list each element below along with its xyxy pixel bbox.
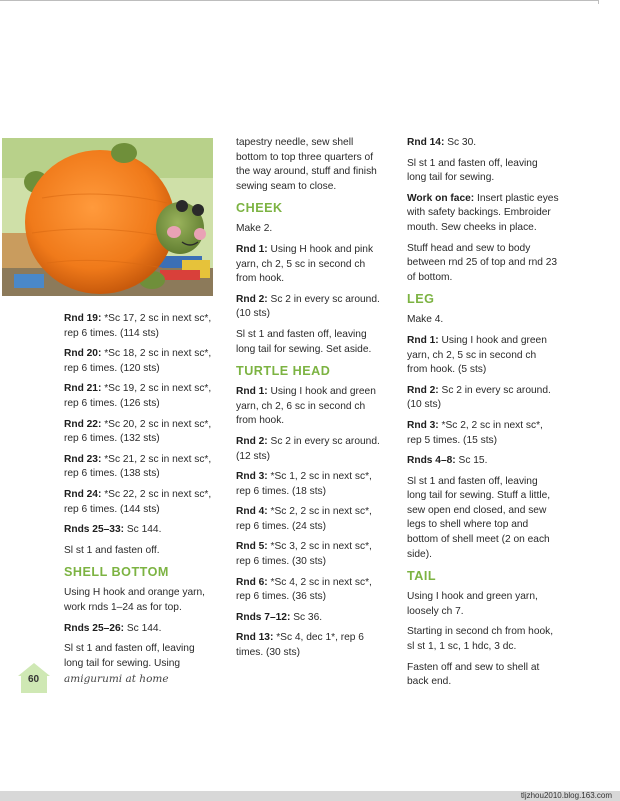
section-heading: TAIL [407, 569, 437, 584]
round-label: Rnds 4–8: [407, 455, 456, 467]
instruction-paragraph [407, 419, 559, 448]
instruction-text: *Sc 18, 2 sc in next sc*, rep 6 times. (120 sts) [64, 348, 212, 374]
instruction-paragraph [64, 418, 214, 447]
instruction-text: Stuff head and sew to body between rnd 25 of top and rnd 23 of bottom. [407, 242, 558, 283]
instruction-text: Sl st 1 and fasten off. [64, 544, 160, 556]
instruction-paragraph [407, 157, 559, 186]
instruction-paragraph [407, 242, 559, 286]
instruction-paragraph [236, 136, 386, 194]
section-heading: SHELL BOTTOM [64, 565, 169, 580]
instruction-text: Fasten off and sew to shell at back end. [407, 661, 540, 688]
instruction-text: Sc 30. [444, 137, 477, 148]
instruction-text: *Sc 3, 2 sc in next sc*, rep 6 times. (30 sts) [236, 541, 372, 568]
instruction-text: Starting in second ch from hook, sl st 1, 1 sc, 1 hdc, 3 dc. [407, 626, 554, 653]
instruction-paragraph [64, 622, 214, 637]
watermark: tljzhou2010.blog.163.com [520, 791, 612, 800]
instruction-paragraph [407, 661, 559, 690]
instruction-paragraph [64, 586, 214, 615]
section-heading: TURTLE HEAD [236, 364, 331, 379]
round-label: Rnd 1: [236, 386, 268, 398]
instruction-paragraph [64, 544, 214, 559]
instruction-paragraph [64, 453, 214, 482]
section-heading: LEG [407, 292, 435, 307]
round-label: Rnds 25–26: [64, 622, 125, 634]
instruction-paragraph [64, 347, 214, 376]
instruction-paragraph [64, 382, 214, 411]
instruction-paragraph [407, 192, 559, 236]
instruction-text: Sc 36. [290, 611, 323, 623]
instruction-text: *Sc 17, 2 sc in next sc*, rep 6 times. (114 sts) [64, 313, 212, 339]
instruction-text: Sc 2 in every sc around. (12 sts) [236, 435, 380, 462]
instruction-text: *Sc 4, dec 1*, rep 6 times. (30 sts) [236, 632, 364, 659]
round-label: Rnd 2: [236, 435, 268, 447]
instruction-paragraph [236, 293, 386, 322]
top-rule [0, 0, 598, 1]
instruction-text: Sc 144. [124, 524, 162, 536]
instruction-text: Using I hook and green yarn, ch 2, 6 sc in second ch from hook. [236, 386, 376, 427]
instruction-text: Sc 2 in every sc around. (10 sts) [407, 384, 551, 411]
round-label: Rnd 22: [64, 418, 102, 430]
instruction-text: *Sc 22, 2 sc in next sc*, rep 6 times. (144 sts) [64, 488, 212, 515]
instruction-text: Make 4. [407, 314, 444, 326]
instruction-text: *Sc 2, 2 sc in next sc*, rep 6 times. (24 sts) [236, 506, 372, 532]
instruction-paragraph [236, 611, 386, 626]
round-label: Rnd 1: [236, 243, 268, 255]
instruction-paragraph [407, 625, 559, 654]
instruction-text: Using H hook and orange yarn, work rnds 1–24 as for top. [64, 587, 206, 613]
instruction-paragraph [236, 631, 386, 660]
instruction-text: Sl st 1 and fasten off, leaving long tail for sewing. Stuff a little, sew open end closed, and sew legs to shell where top and bottom of shell meet (2 on each side). [407, 475, 551, 560]
round-label: Rnd 13: [236, 632, 274, 644]
round-label: Rnd 14: [407, 137, 445, 148]
instruction-paragraph [407, 475, 559, 563]
instruction-paragraph [236, 505, 386, 534]
instruction-paragraph [236, 470, 386, 499]
instruction-text: Sl st 1 and fasten off, leaving long tail for sewing. [407, 157, 538, 184]
instruction-text: Sc 144. [124, 622, 162, 634]
instruction-paragraph [236, 576, 386, 605]
column-2 [236, 136, 386, 667]
page-number: 60 [28, 674, 40, 685]
round-label: Rnd 20: [64, 348, 102, 360]
instruction-text: *Sc 20, 2 sc in next sc*, rep 6 times. (132 sts) [64, 418, 212, 445]
instruction-text: Sc 2 in every sc around. (10 sts) [236, 293, 380, 320]
round-label: Rnd 6: [236, 576, 268, 588]
instruction-paragraph [64, 488, 214, 517]
round-label: Rnd 2: [236, 293, 268, 305]
instruction-text: Using I hook and green yarn, ch 2, 5 sc in second ch from hook. (5 sts) [407, 334, 547, 376]
round-label: Rnds 7–12: [236, 611, 291, 623]
instruction-text: Using I hook and green yarn, loosely ch 7. [407, 591, 538, 617]
instruction-paragraph [407, 334, 559, 378]
round-label: Rnd 3: [236, 471, 268, 483]
round-label: Rnd 3: [407, 419, 439, 431]
instruction-text: *Sc 21, 2 sc in next sc*, rep 6 times. (138 sts) [64, 453, 212, 480]
instruction-paragraph [236, 243, 386, 287]
section-heading: CHEEK [236, 201, 283, 216]
instruction-text: Using H hook and pink yarn, ch 2, 5 sc in second ch from hook. [236, 243, 374, 285]
instruction-text: *Sc 4, 2 sc in next sc*, rep 6 times. (36 sts) [236, 576, 372, 603]
instruction-paragraph [236, 328, 386, 357]
instruction-paragraph [236, 385, 386, 429]
instruction-paragraph [407, 313, 559, 328]
instruction-text: tapestry needle, sew shell bottom to top three quarters of the way around, stuff and finish sewing seam to close. [236, 137, 377, 192]
instruction-paragraph [64, 312, 214, 341]
instruction-paragraph [407, 384, 559, 413]
instruction-text: Make 2. [236, 223, 273, 235]
instruction-paragraph [64, 523, 214, 538]
round-label: Rnd 23: [64, 453, 102, 465]
round-label: Rnd 24: [64, 488, 102, 500]
instruction-text: Sl st 1 and fasten off, leaving long tail for sewing. Set aside. [236, 328, 372, 355]
book-title: amigurumi at home [64, 673, 169, 685]
instruction-text: *Sc 2, 2 sc in next sc*, rep 5 times. (15 sts) [407, 419, 543, 446]
instruction-text: Sl st 1 and fasten off, leaving long tail for sewing. Using [64, 643, 195, 669]
instruction-paragraph [407, 136, 559, 151]
top-corner-mark [598, 0, 620, 4]
round-label: Rnd 1: [407, 334, 439, 346]
instruction-text: *Sc 1, 2 sc in next sc*, rep 6 times. (18 sts) [236, 471, 372, 497]
column-3 [407, 136, 559, 696]
round-label: Work on face: [407, 192, 475, 204]
instruction-text: Insert plastic eyes with safety backings. Embroider mouth. Sew cheeks in place. [407, 192, 559, 233]
instruction-paragraph [64, 642, 214, 671]
instruction-paragraph [236, 435, 386, 464]
instruction-text: Sc 15. [455, 455, 488, 467]
column-1 [64, 312, 214, 677]
instruction-paragraph [236, 222, 386, 237]
turtle-photo [2, 138, 213, 296]
instruction-text: *Sc 19, 2 sc in next sc*, rep 6 times. (126 sts) [64, 383, 212, 409]
round-label: Rnd 4: [236, 506, 268, 518]
round-label: Rnd 19: [64, 313, 102, 324]
instruction-paragraph [236, 540, 386, 569]
round-label: Rnd 2: [407, 384, 439, 396]
instruction-paragraph [407, 590, 559, 619]
round-label: Rnds 25–33: [64, 524, 125, 536]
round-label: Rnd 21: [64, 383, 102, 395]
instruction-paragraph [407, 454, 559, 469]
round-label: Rnd 5: [236, 541, 268, 553]
